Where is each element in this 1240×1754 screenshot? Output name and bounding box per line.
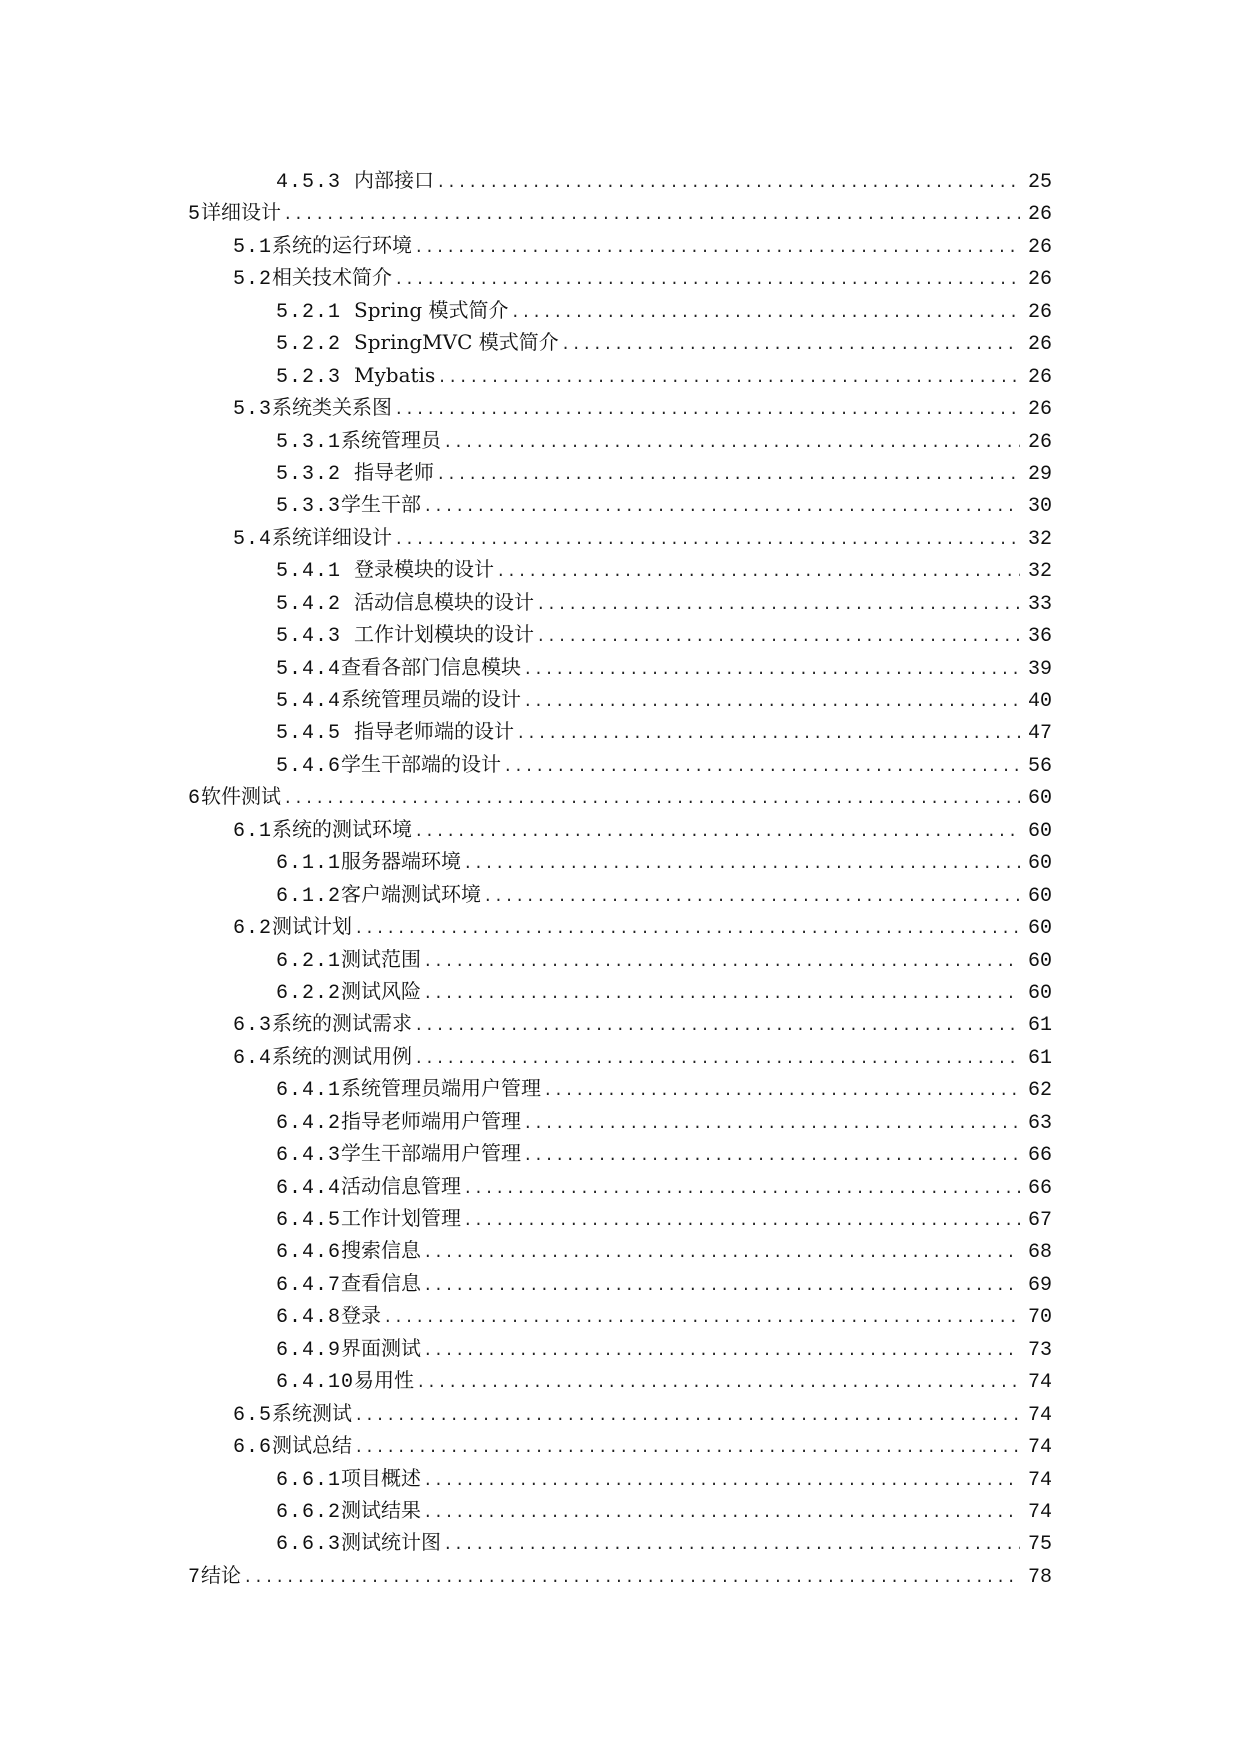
toc-page-number: 39 <box>1027 657 1052 681</box>
toc-page-number: 29 <box>1027 462 1052 486</box>
toc-title: 系统管理员 <box>341 427 442 452</box>
toc-entry[interactable] <box>0 1234 1240 1266</box>
toc-page-number: 26 <box>1027 300 1052 324</box>
toc-number: 4.5.3 <box>276 171 355 194</box>
toc-page-number: 26 <box>1027 235 1052 259</box>
toc-title: 易用性 <box>354 1368 415 1393</box>
toc-title: 活动信息管理 <box>341 1173 462 1198</box>
toc-entry[interactable] <box>0 1462 1240 1494</box>
dot-leader <box>416 1367 1020 1399</box>
toc-page-number: 60 <box>1027 787 1052 811</box>
toc-page-number: 74 <box>1027 1371 1052 1395</box>
toc-page-number: 75 <box>1027 1533 1052 1557</box>
dot-leader <box>414 816 1020 848</box>
toc-number: 5.4.1 <box>276 560 355 584</box>
toc-entry[interactable] <box>0 618 1240 650</box>
toc-number: 6 <box>188 787 202 811</box>
toc-number: 6.4.3 <box>276 1144 342 1168</box>
toc-entry[interactable] <box>0 1559 1240 1591</box>
toc-page-number: 26 <box>1027 268 1052 292</box>
toc-page-number: 40 <box>1027 690 1052 713</box>
toc-page-number: 66 <box>1027 1144 1052 1168</box>
toc-entry[interactable] <box>0 1526 1240 1558</box>
toc-title: 系统的测试用例 <box>272 1043 413 1068</box>
dot-leader <box>503 751 1020 783</box>
toc-number: 5.3.2 <box>276 462 355 486</box>
dot-leader <box>423 1270 1020 1302</box>
toc-title: 学生干部端的设计 <box>341 751 502 776</box>
toc-entry[interactable] <box>0 359 1240 391</box>
toc-title: 测试统计图 <box>341 1530 442 1555</box>
toc-page-number: 74 <box>1027 1468 1052 1492</box>
toc-entry[interactable] <box>0 1202 1240 1234</box>
toc-number: 6.4.4 <box>276 1176 342 1200</box>
toc-page-number: 60 <box>1027 819 1052 843</box>
toc-entry[interactable] <box>0 164 1240 196</box>
toc-page-number: 73 <box>1027 1338 1052 1362</box>
toc-entry[interactable] <box>0 943 1240 975</box>
toc-title: 工作计划管理 <box>341 1206 462 1230</box>
dot-leader <box>543 1075 1020 1107</box>
toc-page-number: 62 <box>1027 1079 1052 1103</box>
toc-number: 5.3.3 <box>276 495 342 519</box>
toc-title: 系统类关系图 <box>272 395 393 420</box>
toc-entry[interactable] <box>0 1007 1240 1039</box>
toc-title: 系统管理员端的设计 <box>341 687 522 711</box>
toc-entry[interactable] <box>0 651 1240 683</box>
toc-page-number: 67 <box>1027 1209 1052 1232</box>
toc-number: 6.1.1 <box>276 852 342 876</box>
toc-title: Mybatis <box>354 362 436 387</box>
toc-number: 5 <box>188 203 202 227</box>
toc-page-number: 30 <box>1027 495 1052 519</box>
toc-number: 6.1 <box>233 819 273 843</box>
dot-leader <box>423 1237 1020 1269</box>
toc-number: 5.4.2 <box>276 592 355 616</box>
toc-number: 5.2.1 <box>276 300 355 324</box>
toc-page-number: 69 <box>1027 1273 1052 1297</box>
toc-page-number: 70 <box>1027 1306 1052 1330</box>
toc-number: 5.4 <box>233 527 273 551</box>
toc-number: 7 <box>188 1565 202 1589</box>
toc-title: 相关技术简介 <box>272 265 393 290</box>
toc-number: 5.1 <box>233 235 273 259</box>
toc-entry[interactable] <box>0 196 1240 228</box>
toc-entry[interactable] <box>0 910 1240 942</box>
toc-number: 6.4.6 <box>276 1241 342 1265</box>
toc-page-number: 26 <box>1027 333 1052 357</box>
dot-leader <box>463 1173 1020 1205</box>
toc-page-number: 60 <box>1027 981 1052 1005</box>
toc-entry[interactable] <box>0 456 1240 488</box>
toc-entry[interactable] <box>0 1072 1240 1104</box>
toc-page-number: 32 <box>1027 560 1052 584</box>
toc-title: 界面测试 <box>341 1335 422 1360</box>
toc-page-number: 33 <box>1027 592 1052 616</box>
toc-entry[interactable] <box>0 1494 1240 1526</box>
toc-title: 系统的测试环境 <box>272 816 413 841</box>
dot-leader <box>394 264 1020 296</box>
dot-leader <box>423 1497 1020 1529</box>
toc-entry[interactable] <box>0 813 1240 845</box>
toc-number: 5.2.2 <box>276 333 355 357</box>
toc-title: 学生干部 <box>341 492 422 517</box>
toc-number: 6.3 <box>233 1014 273 1038</box>
toc-number: 5.4.4 <box>276 657 342 681</box>
dot-leader <box>423 491 1020 523</box>
toc-title: 查看各部门信息模块 <box>341 654 522 679</box>
toc-number: 6.2.2 <box>276 981 342 1005</box>
toc-title: 登录模块的设计 <box>354 557 495 582</box>
toc-entry[interactable] <box>0 326 1240 358</box>
toc-page-number: 26 <box>1027 430 1052 454</box>
toc-title: 登录 <box>341 1303 382 1328</box>
toc-entry[interactable] <box>0 294 1240 326</box>
toc-title: 测试结果 <box>341 1497 422 1522</box>
dot-leader <box>561 329 1020 361</box>
toc-number: 6.2 <box>233 917 273 941</box>
toc-entry[interactable] <box>0 1299 1240 1331</box>
table-of-contents <box>0 164 1240 1591</box>
toc-page-number: 56 <box>1027 754 1052 778</box>
toc-entry[interactable] <box>0 229 1240 261</box>
toc-page-number: 47 <box>1027 722 1052 746</box>
toc-entry[interactable] <box>0 748 1240 780</box>
toc-number: 6.4.1 <box>276 1079 342 1103</box>
dot-leader <box>463 1205 1020 1237</box>
toc-entry[interactable] <box>0 1267 1240 1299</box>
toc-title: 测试风险 <box>341 978 422 1003</box>
toc-number: 5.4.6 <box>276 754 342 778</box>
toc-page-number: 60 <box>1027 917 1052 941</box>
toc-entry[interactable] <box>0 715 1240 747</box>
toc-entry[interactable] <box>0 261 1240 293</box>
dot-leader <box>516 718 1020 750</box>
toc-title: 工作计划模块的设计 <box>354 622 535 647</box>
toc-title: SpringMVC 模式简介 <box>354 330 559 355</box>
toc-number: 6.1.2 <box>276 884 342 908</box>
toc-title: 指导老师端用户管理 <box>341 1108 522 1133</box>
dot-leader <box>394 394 1020 426</box>
toc-page-number: 60 <box>1027 884 1052 908</box>
toc-number: 6.6 <box>233 1436 273 1460</box>
toc-page-number: 78 <box>1027 1565 1052 1589</box>
dot-leader <box>511 297 1020 329</box>
toc-title: 系统详细设计 <box>272 524 393 549</box>
dot-leader <box>414 232 1020 264</box>
toc-number: 5.2 <box>233 268 273 292</box>
toc-title: 搜索信息 <box>341 1238 422 1263</box>
toc-entry[interactable] <box>0 391 1240 423</box>
toc-title: 指导老师 <box>354 459 435 484</box>
toc-page-number: 25 <box>1027 171 1052 194</box>
toc-page-number: 60 <box>1027 852 1052 876</box>
toc-title: 测试总结 <box>272 1433 353 1458</box>
dot-leader <box>536 589 1020 621</box>
toc-number: 5.4.5 <box>276 722 355 746</box>
toc-entry[interactable] <box>0 975 1240 1007</box>
toc-entry[interactable] <box>0 553 1240 585</box>
toc-number: 6.4.5 <box>276 1209 342 1232</box>
toc-number: 6.5 <box>233 1403 273 1427</box>
toc-number: 6.2.1 <box>276 949 342 973</box>
dot-leader <box>483 881 1020 913</box>
toc-page-number: 61 <box>1027 1046 1052 1070</box>
dot-leader <box>423 946 1020 978</box>
toc-title: 项目概述 <box>341 1465 422 1490</box>
dot-leader <box>354 1432 1020 1464</box>
toc-title: 系统的运行环境 <box>272 232 413 257</box>
dot-leader <box>523 654 1020 686</box>
toc-entry[interactable] <box>0 586 1240 618</box>
dot-leader <box>437 362 1020 394</box>
toc-entry[interactable] <box>0 1397 1240 1429</box>
dot-leader <box>383 1302 1020 1334</box>
toc-entry[interactable] <box>0 845 1240 877</box>
toc-entry[interactable] <box>0 424 1240 456</box>
dot-leader <box>523 1108 1020 1140</box>
toc-number: 5.4.4 <box>276 690 342 713</box>
toc-number: 5.4.3 <box>276 625 355 649</box>
toc-title: 服务器端环境 <box>341 849 462 874</box>
toc-title: Spring 模式简介 <box>354 297 509 322</box>
toc-title: 学生干部端用户管理 <box>341 1141 522 1166</box>
dot-leader <box>394 524 1020 556</box>
dot-leader <box>243 1562 1020 1594</box>
dot-leader <box>443 1529 1020 1561</box>
toc-page-number: 60 <box>1027 949 1052 973</box>
dot-leader <box>283 783 1020 815</box>
toc-title: 系统管理员端用户管理 <box>341 1076 542 1101</box>
dot-leader <box>463 848 1020 880</box>
toc-number: 6.4.8 <box>276 1306 342 1330</box>
toc-title: 查看信息 <box>341 1270 422 1295</box>
toc-page-number: 26 <box>1027 203 1052 227</box>
toc-number: 6.4.7 <box>276 1273 342 1297</box>
toc-page-number: 74 <box>1027 1436 1052 1460</box>
dot-leader <box>436 167 1020 199</box>
toc-page-number: 36 <box>1027 625 1052 649</box>
dot-leader <box>423 978 1020 1010</box>
dot-leader <box>443 427 1020 459</box>
toc-page-number: 26 <box>1027 398 1052 422</box>
dot-leader <box>423 1335 1020 1367</box>
toc-entry[interactable] <box>0 1170 1240 1202</box>
toc-title: 详细设计 <box>201 200 282 225</box>
dot-leader <box>414 1043 1020 1075</box>
toc-number: 5.3.1 <box>276 430 342 454</box>
dot-leader <box>536 621 1020 653</box>
toc-title: 测试范围 <box>341 946 422 971</box>
toc-number: 6.4.9 <box>276 1338 342 1362</box>
toc-entry[interactable] <box>0 1364 1240 1396</box>
toc-title: 软件测试 <box>201 784 282 809</box>
toc-entry[interactable] <box>0 1429 1240 1461</box>
toc-title: 测试计划 <box>272 914 353 939</box>
toc-number: 6.6.2 <box>276 1500 342 1524</box>
dot-leader <box>354 1400 1020 1432</box>
toc-title: 指导老师端的设计 <box>354 719 515 744</box>
toc-page-number: 74 <box>1027 1403 1052 1427</box>
toc-entry[interactable] <box>0 521 1240 553</box>
toc-page-number: 61 <box>1027 1014 1052 1038</box>
toc-entry[interactable] <box>0 1040 1240 1072</box>
toc-number: 5.2.3 <box>276 365 355 389</box>
toc-title: 系统的测试需求 <box>272 1011 413 1036</box>
toc-title: 系统测试 <box>272 1400 353 1425</box>
toc-page-number: 66 <box>1027 1176 1052 1200</box>
toc-title: 活动信息模块的设计 <box>354 589 535 614</box>
dot-leader <box>423 1465 1020 1497</box>
dot-leader <box>496 556 1020 588</box>
toc-page-number: 26 <box>1027 365 1052 389</box>
toc-title: 客户端测试环境 <box>341 881 482 906</box>
toc-entry[interactable] <box>0 488 1240 520</box>
toc-title: 内部接口 <box>354 168 435 192</box>
toc-number: 6.4 <box>233 1046 273 1070</box>
toc-number: 6.6.1 <box>276 1468 342 1492</box>
toc-page-number: 32 <box>1027 527 1052 551</box>
toc-number: 6.6.3 <box>276 1533 342 1557</box>
dot-leader <box>414 1010 1020 1042</box>
toc-number: 6.4.10 <box>276 1371 355 1395</box>
toc-page-number: 68 <box>1027 1241 1052 1265</box>
dot-leader <box>436 459 1020 491</box>
toc-number: 6.4.2 <box>276 1111 342 1135</box>
toc-entry[interactable] <box>0 780 1240 812</box>
dot-leader <box>283 199 1020 231</box>
toc-number: 5.3 <box>233 398 273 422</box>
toc-page-number: 63 <box>1027 1111 1052 1135</box>
toc-entry[interactable] <box>0 878 1240 910</box>
dot-leader <box>354 913 1020 945</box>
dot-leader <box>523 1140 1020 1172</box>
toc-title: 结论 <box>201 1562 242 1587</box>
dot-leader <box>523 686 1020 718</box>
toc-entry[interactable] <box>0 1105 1240 1137</box>
toc-entry[interactable] <box>0 1332 1240 1364</box>
toc-page-number: 74 <box>1027 1500 1052 1524</box>
toc-entry[interactable] <box>0 1137 1240 1169</box>
toc-entry[interactable] <box>0 683 1240 715</box>
